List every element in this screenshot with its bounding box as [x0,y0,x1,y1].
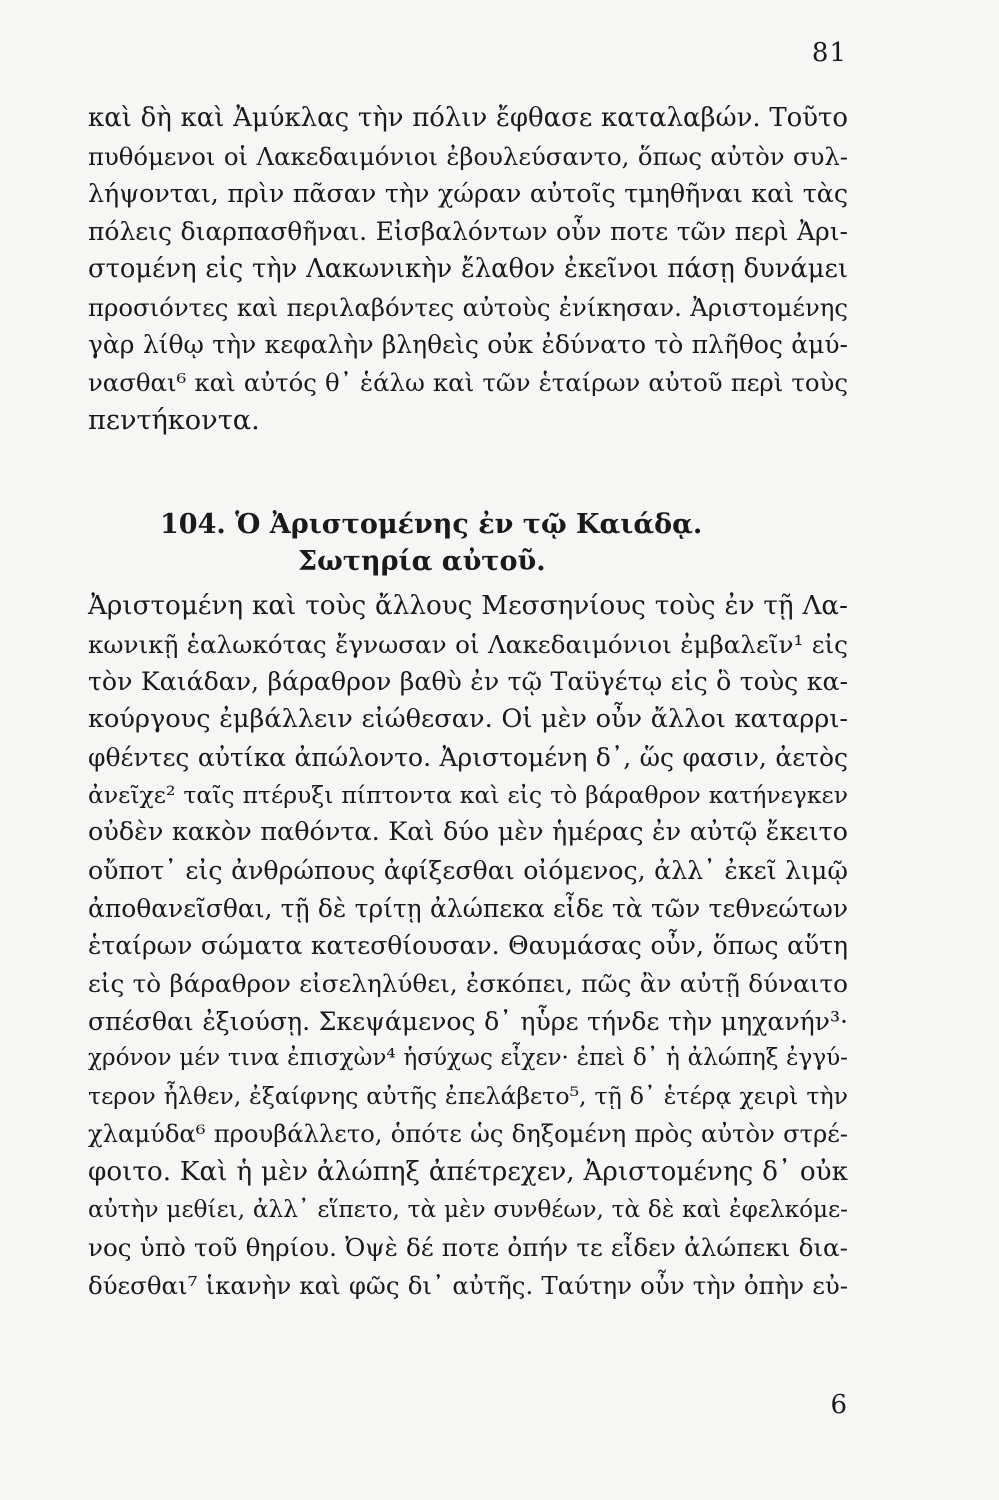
text-line: χλαμύδα⁶ προυβάλλετο, ὁπότε ὡς δηξομένη πρὸς αὐτὸν στρέ- [88,1119,848,1148]
text-line: τερον ἦλθεν, ἐξαίφνης αὐτῆς ἐπελάβετο⁵, τῇ δ᾽ ἑτέρᾳ χειρὶ τὴν [88,1082,848,1111]
text-line: κωνικῇ ἑαλωκότας ἔγνωσαν οἱ Λακεδαιμόνιοι ἐμβαλεῖν¹ εἰς [88,629,848,659]
text-line: δύεσθαι⁷ ἱκανὴν καὶ φῶς δι᾽ αὐτῆς. Ταύτην οὖν τὴν ὀπὴν εὐ- [88,1270,848,1300]
text-line: γὰρ λίθῳ τὴν κεφαλὴν βληθεὶς οὐκ ἐδύνατο τὸ πλῆθος ἀμύ- [88,330,848,360]
text-line: πυθόμενοι οἱ Λακεδαιμόνιοι ἐβουλεύσαντο, ὅπως αὐτὸν συλ- [88,141,848,171]
text-line: καὶ δὴ καὶ Ἀμύκλας τὴν πόλιν ἔφθασε καταλαβών. Τοῦτο [88,103,848,133]
text-line: αὐτὴν μεθίει, ἀλλ᾽ εἵπετο, τὰ μὲν συνθέων, τὰ δὲ καὶ ἐφελκόμε- [88,1196,848,1224]
text-line: πεντήκοντα. [88,404,260,436]
text-line: κούργους ἐμβάλλειν εἰώθεσαν. Οἱ μὲν οὖν ἄλλοι καταρρι- [88,704,848,735]
text-line: νος ὑπὸ τοῦ θηρίου. Ὀψὲ δέ ποτε ὀπήν τε εἶδεν ἀλώπεκι δια- [88,1232,848,1262]
page-number: 81 [811,38,847,68]
text-line: σπέσθαι ἐξιούσῃ. Σκεψάμενος δ᾽ ηὗρε τήνδε τὴν μηχανήν³· [88,1006,848,1036]
paragraph-2 [88,588,848,1304]
text-line: Ἀριστομένη καὶ τοὺς ἄλλους Μεσσηνίους τοὺς ἐν τῇ Λα- [88,591,848,621]
text-line: οὔποτ᾽ εἰς ἀνθρώπους ἀφίξεσθαι οἰόμενος, ἀλλ᾽ ἐκεῖ λιμῷ [88,855,848,885]
text-line: ἑταίρων σώματα κατεσθίουσαν. Θαυμάσας οὖν, ὅπως αὕτη [88,931,848,961]
text-line: τὸν Καιάδαν, βάραθρον βαθὺ ἐν τῷ Ταϋγέτῳ εἰς ὃ τοὺς κα- [88,667,848,697]
paragraph-1 [88,100,848,439]
section-subtitle: Σωτηρία αὐτοῦ. [298,546,546,577]
text-line: ἀνεῖχε² ταῖς πτέρυξι πίπτοντα καὶ εἰς τὸ βάραθρον κατήνεγκεν [88,780,848,809]
text-line: οὐδὲν κακὸν παθόντα. Καὶ δύο μὲν ἡμέρας ἐν αὐτῷ ἔκειτο [88,817,848,848]
text-line: φοιτο. Καὶ ἡ μὲν ἀλώπηξ ἀπέτρεχεν, Ἀριστομένης δ᾽ οὐκ [88,1156,848,1187]
text-line: εἰς τὸ βάραθρον εἰσεληλύθει, ἐσκόπει, πῶς ἂν αὐτῇ δύναιτο [88,969,848,999]
text-line: νασθαι⁶ καὶ αὐτός θ᾽ ἑάλω καὶ τῶν ἑταίρων αὐτοῦ περὶ τοὺς [88,367,848,397]
text-line: χρόνον μέν τινα ἐπισχὼν⁴ ἡσύχως εἶχεν· ἐπεὶ δ᾽ ἡ ἀλώπηξ ἐγγύ- [88,1045,848,1072]
text-line: φθέντες αὐτίκα ἀπώλοντο. Ἀριστομένη δ᾽, ὥς φασιν, ἀετὸς [88,742,848,772]
text-line: λήψονται, πρὶν πᾶσαν τὴν χώραν αὐτοῖς τμηθῆναι καὶ τὰς [88,178,848,209]
section-title: 104. Ὁ Ἀριστομένης ἐν τῷ Καιάδᾳ. [160,509,703,540]
text-line: ἀποθανεῖσθαι, τῇ δὲ τρίτῃ ἀλώπεκα εἶδε τὰ τῶν τεθνεώτων [88,893,848,923]
text-line: πόλεις διαρπασθῆναι. Εἰσβαλόντων οὖν ποτε τῶν περὶ Ἀρι- [88,217,848,247]
text-line: προσιόντες καὶ περιλαβόντες αὐτοὺς ἐνίκησαν. Ἀριστομένης [88,292,848,322]
signature-mark: 6 [830,1390,847,1420]
text-line: στομένη εἰς τὴν Λακωνικὴν ἔλαθον ἐκεῖνοι πάσῃ δυνάμει [88,253,848,284]
section-heading [0,506,999,580]
